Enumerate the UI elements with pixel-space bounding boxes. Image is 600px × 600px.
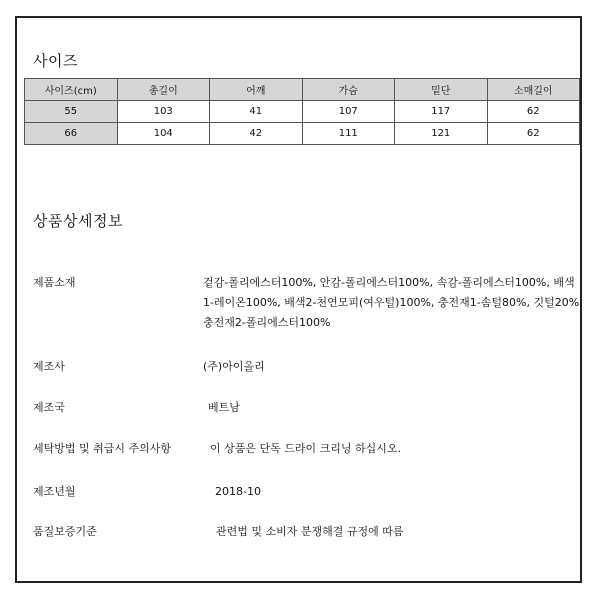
size-table-header: 사이즈(cm) [25, 79, 118, 101]
size-table-header: 소매길이 [487, 79, 580, 101]
size-table-header: 어깨 [210, 79, 303, 101]
detail-label: 품질보증기준 [33, 525, 97, 538]
detail-value: 2018-10 [215, 485, 261, 498]
table-cell: 121 [395, 123, 488, 145]
detail-label: 제품소재 [33, 276, 76, 289]
table-cell: 41 [210, 101, 303, 123]
detail-value: (주)아이올리 [203, 360, 265, 373]
table-row [25, 123, 580, 145]
detail-value: 관련법 및 소비자 분쟁해결 규정에 따름 [216, 525, 404, 538]
table-row [25, 101, 580, 123]
size-label-cell: 66 [25, 123, 118, 145]
table-cell: 117 [395, 101, 488, 123]
detail-label: 세탁방법 및 취급시 주의사항 [33, 442, 172, 455]
detail-value: 베트남 [208, 401, 240, 414]
size-section-title: 사이즈 [33, 52, 78, 70]
size-table [24, 78, 580, 145]
size-label-cell: 55 [25, 101, 118, 123]
detail-value: 이 상품은 단독 드라이 크리닝 하십시오. [210, 442, 401, 455]
table-cell: 62 [487, 101, 580, 123]
detail-label: 제조사 [33, 360, 65, 373]
table-cell: 111 [302, 123, 395, 145]
size-table-header: 밑단 [395, 79, 488, 101]
detail-value: 겉감-폴리에스터100%, 안감-폴리에스터100%, 속감-폴리에스터100%, 배색1-레이온100%, 배색2-천연모피(여우털)100%, 충전재1-솜털80%, 깃털20%, 충전재2-폴리에스터100% [203, 276, 583, 329]
size-table-header-row [25, 79, 580, 101]
detail-label: 제조년월 [33, 485, 76, 498]
table-cell: 107 [302, 101, 395, 123]
table-cell: 104 [117, 123, 210, 145]
size-table-header: 가슴 [302, 79, 395, 101]
size-table-header: 총길이 [117, 79, 210, 101]
detail-section-title: 상품상세정보 [33, 212, 123, 230]
table-cell: 62 [487, 123, 580, 145]
table-cell: 103 [117, 101, 210, 123]
detail-label: 제조국 [33, 401, 65, 414]
table-cell: 42 [210, 123, 303, 145]
